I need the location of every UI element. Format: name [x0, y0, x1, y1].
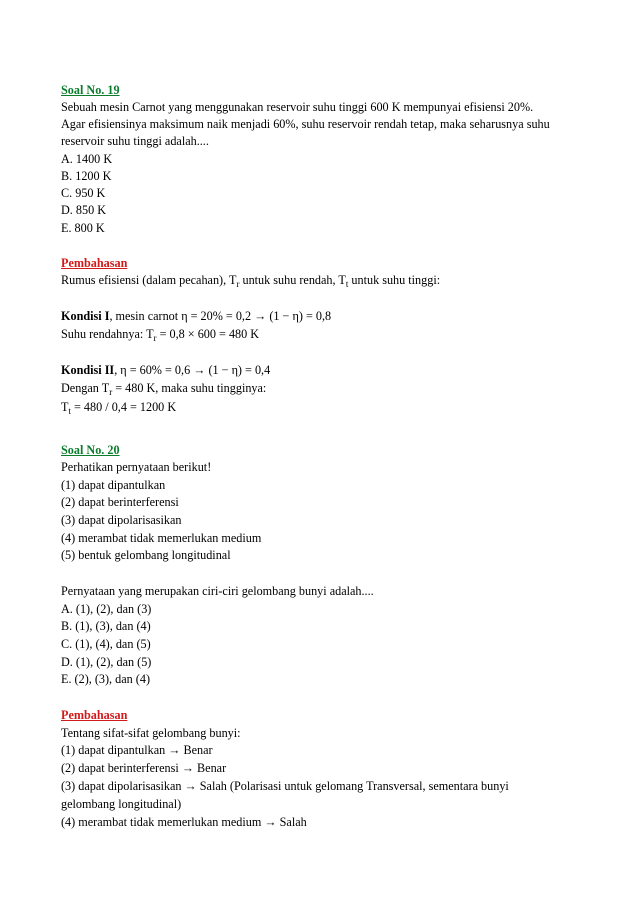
soal-19-option-b: B. 1200 K	[61, 169, 112, 183]
soal-19-text-1: Sebuah mesin Carnot yang menggunakan reservoir suhu tinggi 600 K mempunyai efisiensi 20%.	[61, 100, 534, 114]
soal-20-option-e: E. (2), (3), dan (4)	[61, 672, 151, 686]
pembahasan-20-line-2: (2) dapat berinterferensi → Benar	[61, 761, 227, 775]
soal-20-option-c: C. (1), (4), dan (5)	[61, 637, 151, 651]
pembahasan-20-line-3: (3) dapat dipolarisasikan → Salah (Polarisasi untuk gelomang Transversal, sementara bunyi	[61, 779, 509, 793]
kondisi-2-line: Kondisi II, η = 60% = 0,6 → (1 − η) = 0,4	[61, 363, 271, 377]
pembahasan-20-line-4: gelombang longitudinal)	[61, 797, 182, 811]
pembahasan-20-line-5: (4) merambat tidak memerlukan medium → Salah	[61, 815, 307, 829]
soal-20-intro: Perhatikan pernyataan berikut!	[61, 460, 212, 474]
pembahasan-20-heading: Pembahasan	[61, 708, 128, 722]
soal-19-text-2: Agar efisiensinya maksimum naik menjadi 60%, suhu reservoir rendah tetap, maka seharusnya suhu	[61, 117, 550, 131]
soal-19-option-c: C. 950 K	[61, 186, 106, 200]
soal-19-option-e: E. 800 K	[61, 221, 105, 235]
pembahasan-20-line-1: (1) dapat dipantulkan → Benar	[61, 743, 213, 757]
statement-3: (3) dapat dipolarisasikan	[61, 513, 182, 527]
soal-19-option-a: A. 1400 K	[61, 152, 113, 166]
soal-19-text-3: reservoir suhu tinggi adalah....	[61, 134, 209, 148]
tt-result-line: $T_t = 480 / 0,4 = 1200$ K	[61, 400, 177, 416]
soal-20-question: Pernyataan yang merupakan ciri-ciri gelombang bunyi adalah....	[61, 584, 374, 598]
soal-20-option-b: B. (1), (3), dan (4)	[61, 619, 151, 633]
dengan-tr-line: Dengan $T_r = 480$ K, maka suhu tingginya:	[61, 381, 267, 397]
kondisi-1-line: Kondisi I, mesin carnot η = 20% = 0,2 → (1 − η) = 0,8	[61, 309, 332, 323]
pembahasan-19-heading: Pembahasan	[61, 256, 128, 270]
soal-20-option-a: A. (1), (2), dan (3)	[61, 602, 152, 616]
soal-19-option-d: D. 850 K	[61, 203, 107, 217]
suhu-rendah-line: Suhu rendahnya: $T_r = 0,8 \times 600 = 480$ K	[61, 327, 260, 343]
rumus-line: Rumus efisiensi (dalam pecahan), $T_r$ untuk suhu rendah, $T_t$ untuk suhu tinggi:	[61, 273, 441, 289]
soal-20-option-d: D. (1), (2), dan (5)	[61, 655, 152, 669]
pembahasan-20-intro: Tentang sifat-sifat gelombang bunyi:	[61, 726, 241, 740]
statement-1: (1) dapat dipantulkan	[61, 478, 166, 492]
statement-4: (4) merambat tidak memerlukan medium	[61, 531, 262, 545]
statement-2: (2) dapat berinterferensi	[61, 495, 179, 509]
soal-20-heading: Soal No. 20	[61, 443, 120, 457]
statement-5: (5) bentuk gelombang longitudinal	[61, 548, 231, 562]
soal-19-heading: Soal No. 19	[61, 83, 120, 97]
